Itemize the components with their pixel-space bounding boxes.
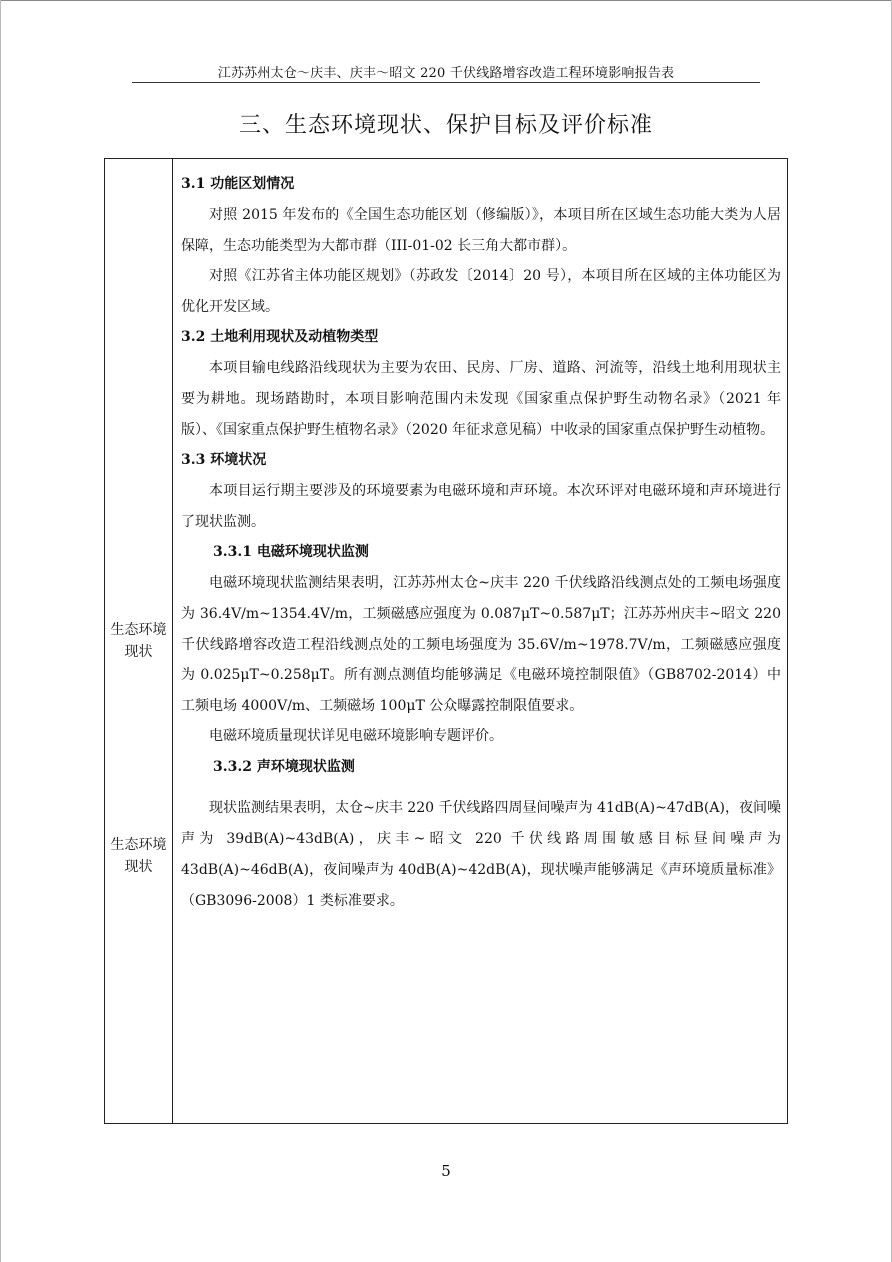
section-3-2-heading: 3.2 土地利用现状及动植物类型 — [181, 329, 379, 346]
content-table — [104, 158, 788, 1124]
section-3-1-heading: 3.1 功能区划情况 — [181, 176, 295, 192]
page-title: 三、生态环境现状、保护目标及评价标准 — [238, 113, 653, 138]
spacer — [181, 783, 781, 793]
running-header: 江苏苏州太仓～庆丰、庆丰～昭文 220 千伏线路增容改造工程环境影响报告表 — [217, 66, 675, 81]
section-3-3-1-para-2: 电磁环境质量现状详见电磁环境影响专题评价。 — [209, 728, 503, 745]
section-3-1-para-2: 对照《江苏省主体功能区规划》（苏政发〔2014〕20 号），本项目所在区域的主体功能区为优化开发区域。 — [181, 268, 781, 315]
header-rule — [132, 82, 760, 83]
page-number: 5 — [441, 1162, 451, 1180]
column-divider — [172, 159, 173, 1123]
page-edge-left — [0, 0, 1, 1262]
section-3-3-1-para-1: 电磁环境现状监测结果表明，江苏苏州太仓~庆丰 220 千伏线路沿线测点处的工频电场强度为 36.4V/m~1354.4V/m，工频磁感应强度为 0.087μT~0.587μT；江苏苏州庆丰~昭文 220 千伏线路增容改造工程沿线测点处的工频电场强度为 35.6V/m~1978.7V/m，工频磁感应强度为 0.025μT~0.258μT。所有测点测值均能够满足《电磁环境控制限值》（GB8702-2014）中工频电场 4000V/m、工频磁场 100μT 公众曝露控制限值要求。 — [181, 575, 781, 714]
section-3-3-heading: 3.3 环境状况 — [181, 452, 267, 469]
content-cell — [181, 169, 781, 917]
side-label-upper: 生态环境现状 — [110, 622, 167, 660]
section-3-2-para-1: 本项目输电线路沿线现状为主要为农田、民房、厂房、道路、河流等，沿线土地利用现状主要为耕地。现场踏勘时，本项目影响范围内未发现《国家重点保护野生动物名录》（2021 年版）、《国家重点保护野生植物名录》（2020 年征求意见稿）中收录的国家重点保护野生动植物。 — [181, 360, 781, 438]
section-3-3-2-para-1: 现状监测结果表明，太仓~庆丰 220 千伏线路四周昼间噪声为 41dB(A)~47dB(A)，夜间噪声为 39dB(A)~43dB(A)，庆丰~昭文 220 千伏线路周围敏感目标昼间噪声为 43dB(A)~46dB(A)，夜间噪声为 40dB(A)~42dB(A)，现状噪声能够满足《声环境质量标准》（GB3096-2008）1 类标准要求。 — [181, 799, 781, 909]
section-3-1-para-1: 对照 2015 年发布的《全国生态功能区划（修编版）》，本项目所在区域生态功能大类为人居保障，生态功能类型为大都市群（III-01-02 长三角大都市群）。 — [181, 207, 781, 254]
section-3-3-2-heading: 3.3.2 声环境现状监测 — [213, 758, 355, 775]
side-label-lower: 生态环境现状 — [110, 837, 167, 875]
page-edge-top — [0, 0, 892, 1]
section-3-3-1-heading: 3.3.1 电磁环境现状监测 — [213, 544, 369, 561]
section-3-3-para-1: 本项目运行期主要涉及的环境要素为电磁环境和声环境。本次环评对电磁环境和声环境进行了现状监测。 — [181, 483, 781, 530]
